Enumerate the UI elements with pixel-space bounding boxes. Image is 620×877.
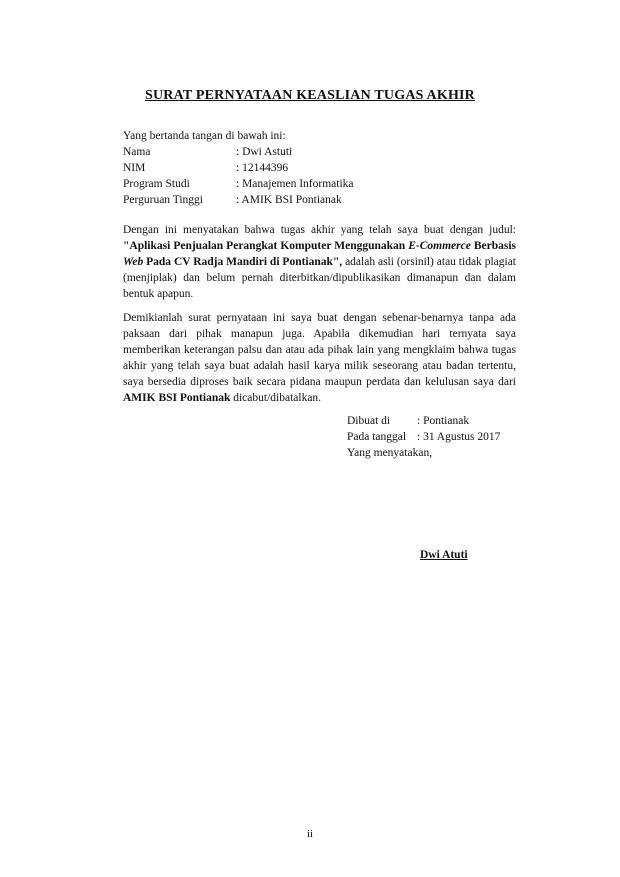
- date-label: Pada tanggal: [347, 431, 407, 443]
- signature-place-row: [347, 415, 469, 427]
- field-value: : 12144396: [236, 162, 289, 174]
- field-label: Perguruan Tinggi: [123, 194, 203, 206]
- field-row-nim: [123, 162, 288, 174]
- para2-text-before: Demikianlah surat pernyataan ini saya buat dengan sebenar-benarnya tanpa ada paksaan dari pihak manapun juga. Apabila dikemudian hari ternyata saya memberikan keterangan palsu dan atau ada pihak lain yang mengklaim bahwa tugas akhir yang telah saya buat adalah hasil karya milik seseorang atau badan tertentu, saya bersedia diproses baik secara pidana maupun perdata dan kelulusan saya dari: [123, 312, 516, 388]
- field-label: Program Studi: [123, 178, 190, 190]
- thesis-title-part3: Pada CV Radja Mandiri di Pontianak: [143, 256, 333, 268]
- intro-text: Yang bertanda tangan di bawah ini:: [123, 130, 286, 142]
- place-label: Dibuat di: [347, 415, 391, 427]
- thesis-title-ecommerce: E-Commerce: [408, 240, 471, 252]
- thesis-title-part1: Aplikasi Penjualan Perangkat Komputer Menggunakan: [129, 240, 409, 252]
- document-title: SURAT PERNYATAAN KEASLIAN TUGAS AKHIR: [145, 88, 475, 103]
- field-row-program: [123, 178, 354, 190]
- date-value: : 31 Agustus 2017: [417, 431, 501, 443]
- signature-closing: Yang menyatakan,: [347, 447, 433, 459]
- signer-name: Dwi Atuti: [420, 549, 468, 561]
- signature-date-row: [347, 431, 500, 443]
- field-row-name: [123, 146, 292, 158]
- page-number: ii: [306, 828, 314, 840]
- place-value: : Pontianak: [417, 415, 470, 427]
- para1-text-before: Dengan ini menyatakan bahwa tugas akhir yang telah saya buat dengan judul:: [123, 224, 516, 236]
- field-row-institution: [123, 194, 342, 206]
- field-value: : Manajemen Informatika: [236, 178, 354, 190]
- thesis-title-web: Web: [123, 256, 144, 268]
- para1-quote-open: ": [123, 240, 130, 252]
- thesis-title-part2: Berbasis: [470, 240, 517, 252]
- field-label: NIM: [123, 162, 146, 174]
- para1-quote-close: ",: [332, 256, 343, 268]
- para2-text-after: dicabut/dibatalkan.: [230, 392, 322, 404]
- para1-text-after: adalah asli (orsinil) atau tidak plagiat (menjiplak) dan belum pernah diterbitkan/dipublikasikan dimanapun dan dalam bentuk apapun.: [123, 256, 516, 300]
- field-label: Nama: [123, 146, 151, 158]
- declaration-paragraph: [123, 310, 516, 406]
- field-value: : Dwi Astuti: [236, 146, 293, 158]
- institution-name: AMIK BSI Pontianak: [123, 392, 231, 404]
- field-value: : AMIK BSI Pontianak: [236, 194, 342, 206]
- statement-paragraph: [123, 222, 516, 302]
